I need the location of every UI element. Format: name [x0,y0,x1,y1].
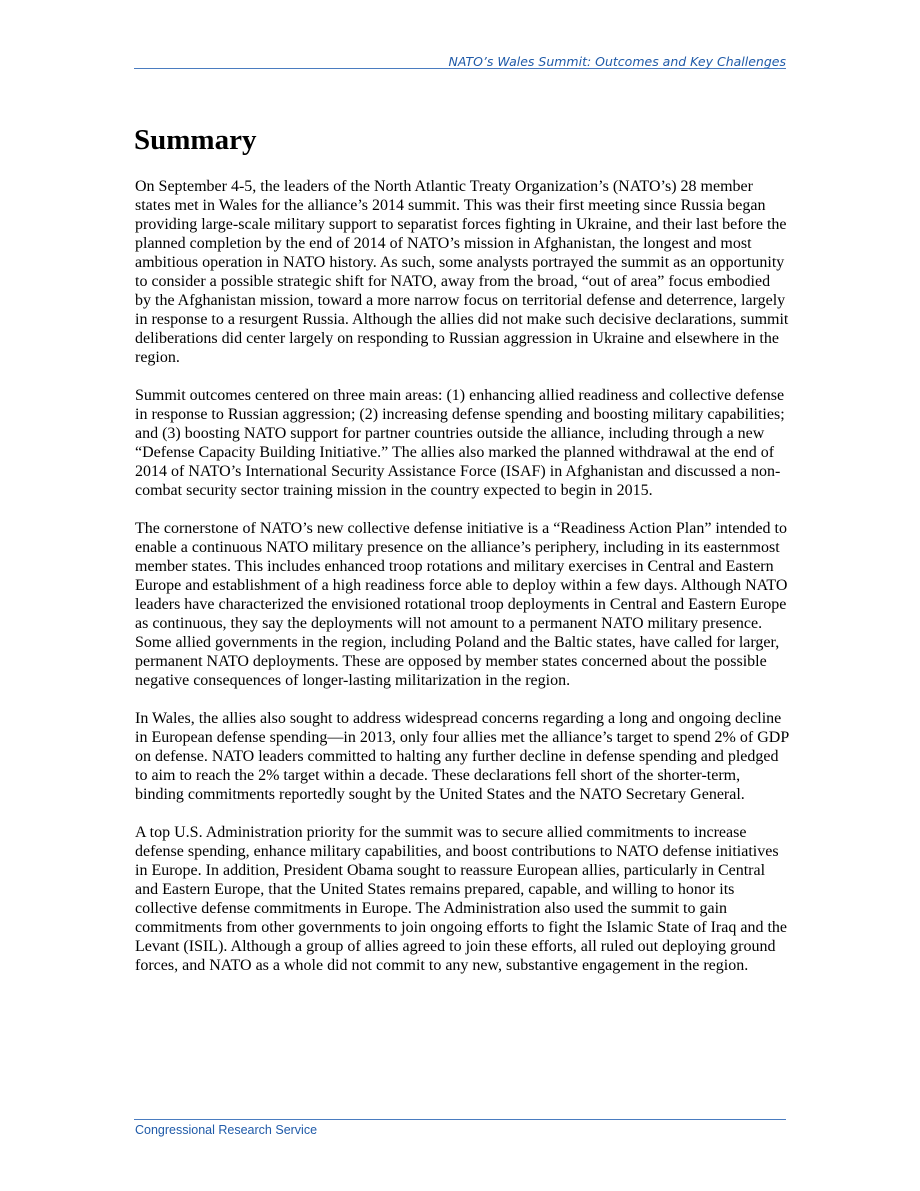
summary-paragraph-5: A top U.S. Administration priority for the summit was to secure allied commitments to increase defense spending, enhance military capabilities, and boost contributions to NATO defense initiatives in Europe. In addition, President Obama sought to reassure European allies, particularly in Central and Eastern Europe, that the United States remains prepared, capable, and willing to honor its collective defense commitments in Europe. The Administration also used the summit to gain commitments from other governments to join ongoing efforts to fight the Islamic State of Iraq and the Levant (ISIL). Although a group of allies agreed to join these efforts, all ruled out deploying ground forces, and NATO as a whole did not commit to any new, substantive engagement in the region. [135,824,788,974]
footer-source: Congressional Research Service [135,1123,318,1137]
summary-paragraph-1: On September 4-5, the leaders of the North Atlantic Treaty Organization’s (NATO’s) 28 member states met in Wales for the alliance’s 2014 summit. This was their first meeting since Russia began providing large-scale military support to separatist forces fighting in Ukraine, and their last before the planned completion by the end of 2014 of NATO’s mission in Afghanistan, the longest and most ambitious operation in NATO history. As such, some analysts portrayed the summit as an opportunity to consider a possible strategic shift for NATO, away from the broad, “out of area” focus embodied by the Afghanistan mission, toward a more narrow focus on territorial defense and deterrence, largely in response to a resurgent Russia. Although the allies did not make such decisive declarations, summit deliberations did center largely on responding to Russian aggression in Ukraine and elsewhere in the region. [135,178,789,366]
page-title: Summary [134,124,257,156]
summary-paragraph-4: In Wales, the allies also sought to address widespread concerns regarding a long and ongoing decline in European defense spending—in 2013, only four allies met the alliance’s target to spend 2% of GDP on defense. NATO leaders committed to halting any further decline in defense spending and pledged to aim to reach the 2% target within a decade. These declarations fell short of the shorter-term, binding commitments reportedly sought by the United States and the NATO Secretary General. [135,710,789,803]
running-header-title: NATO’s Wales Summit: Outcomes and Key Challenges [448,54,786,69]
summary-body [135,177,790,994]
header-divider [134,68,786,69]
summary-paragraph-3: The cornerstone of NATO’s new collective defense initiative is a “Readiness Action Plan” intended to enable a continuous NATO military presence on the alliance’s periphery, including in its easternmost member states. This includes enhanced troop rotations and military exercises in Central and Eastern Europe and establishment of a high readiness force able to deploy within a few days. Although NATO leaders have characterized the envisioned rotational troop deployments in Central and Eastern Europe as continuous, they say the deployments will not amount to a permanent NATO military presence. Some allied governments in the region, including Poland and the Baltic states, have called for larger, permanent NATO deployments. These are opposed by member states concerned about the possible negative consequences of longer-lasting militarization in the region. [135,520,788,689]
footer-divider [134,1119,786,1120]
summary-paragraph-2: Summit outcomes centered on three main areas: (1) enhancing allied readiness and collective defense in response to Russian aggression; (2) increasing defense spending and boosting military capabilities; and (3) boosting NATO support for partner countries outside the alliance, including through a new “Defense Capacity Building Initiative.” The allies also marked the planned withdrawal at the end of 2014 of NATO’s International Security Assistance Force (ISAF) in Afghanistan and discussed a non-combat security sector training mission in the country expected to begin in 2015. [135,387,785,499]
